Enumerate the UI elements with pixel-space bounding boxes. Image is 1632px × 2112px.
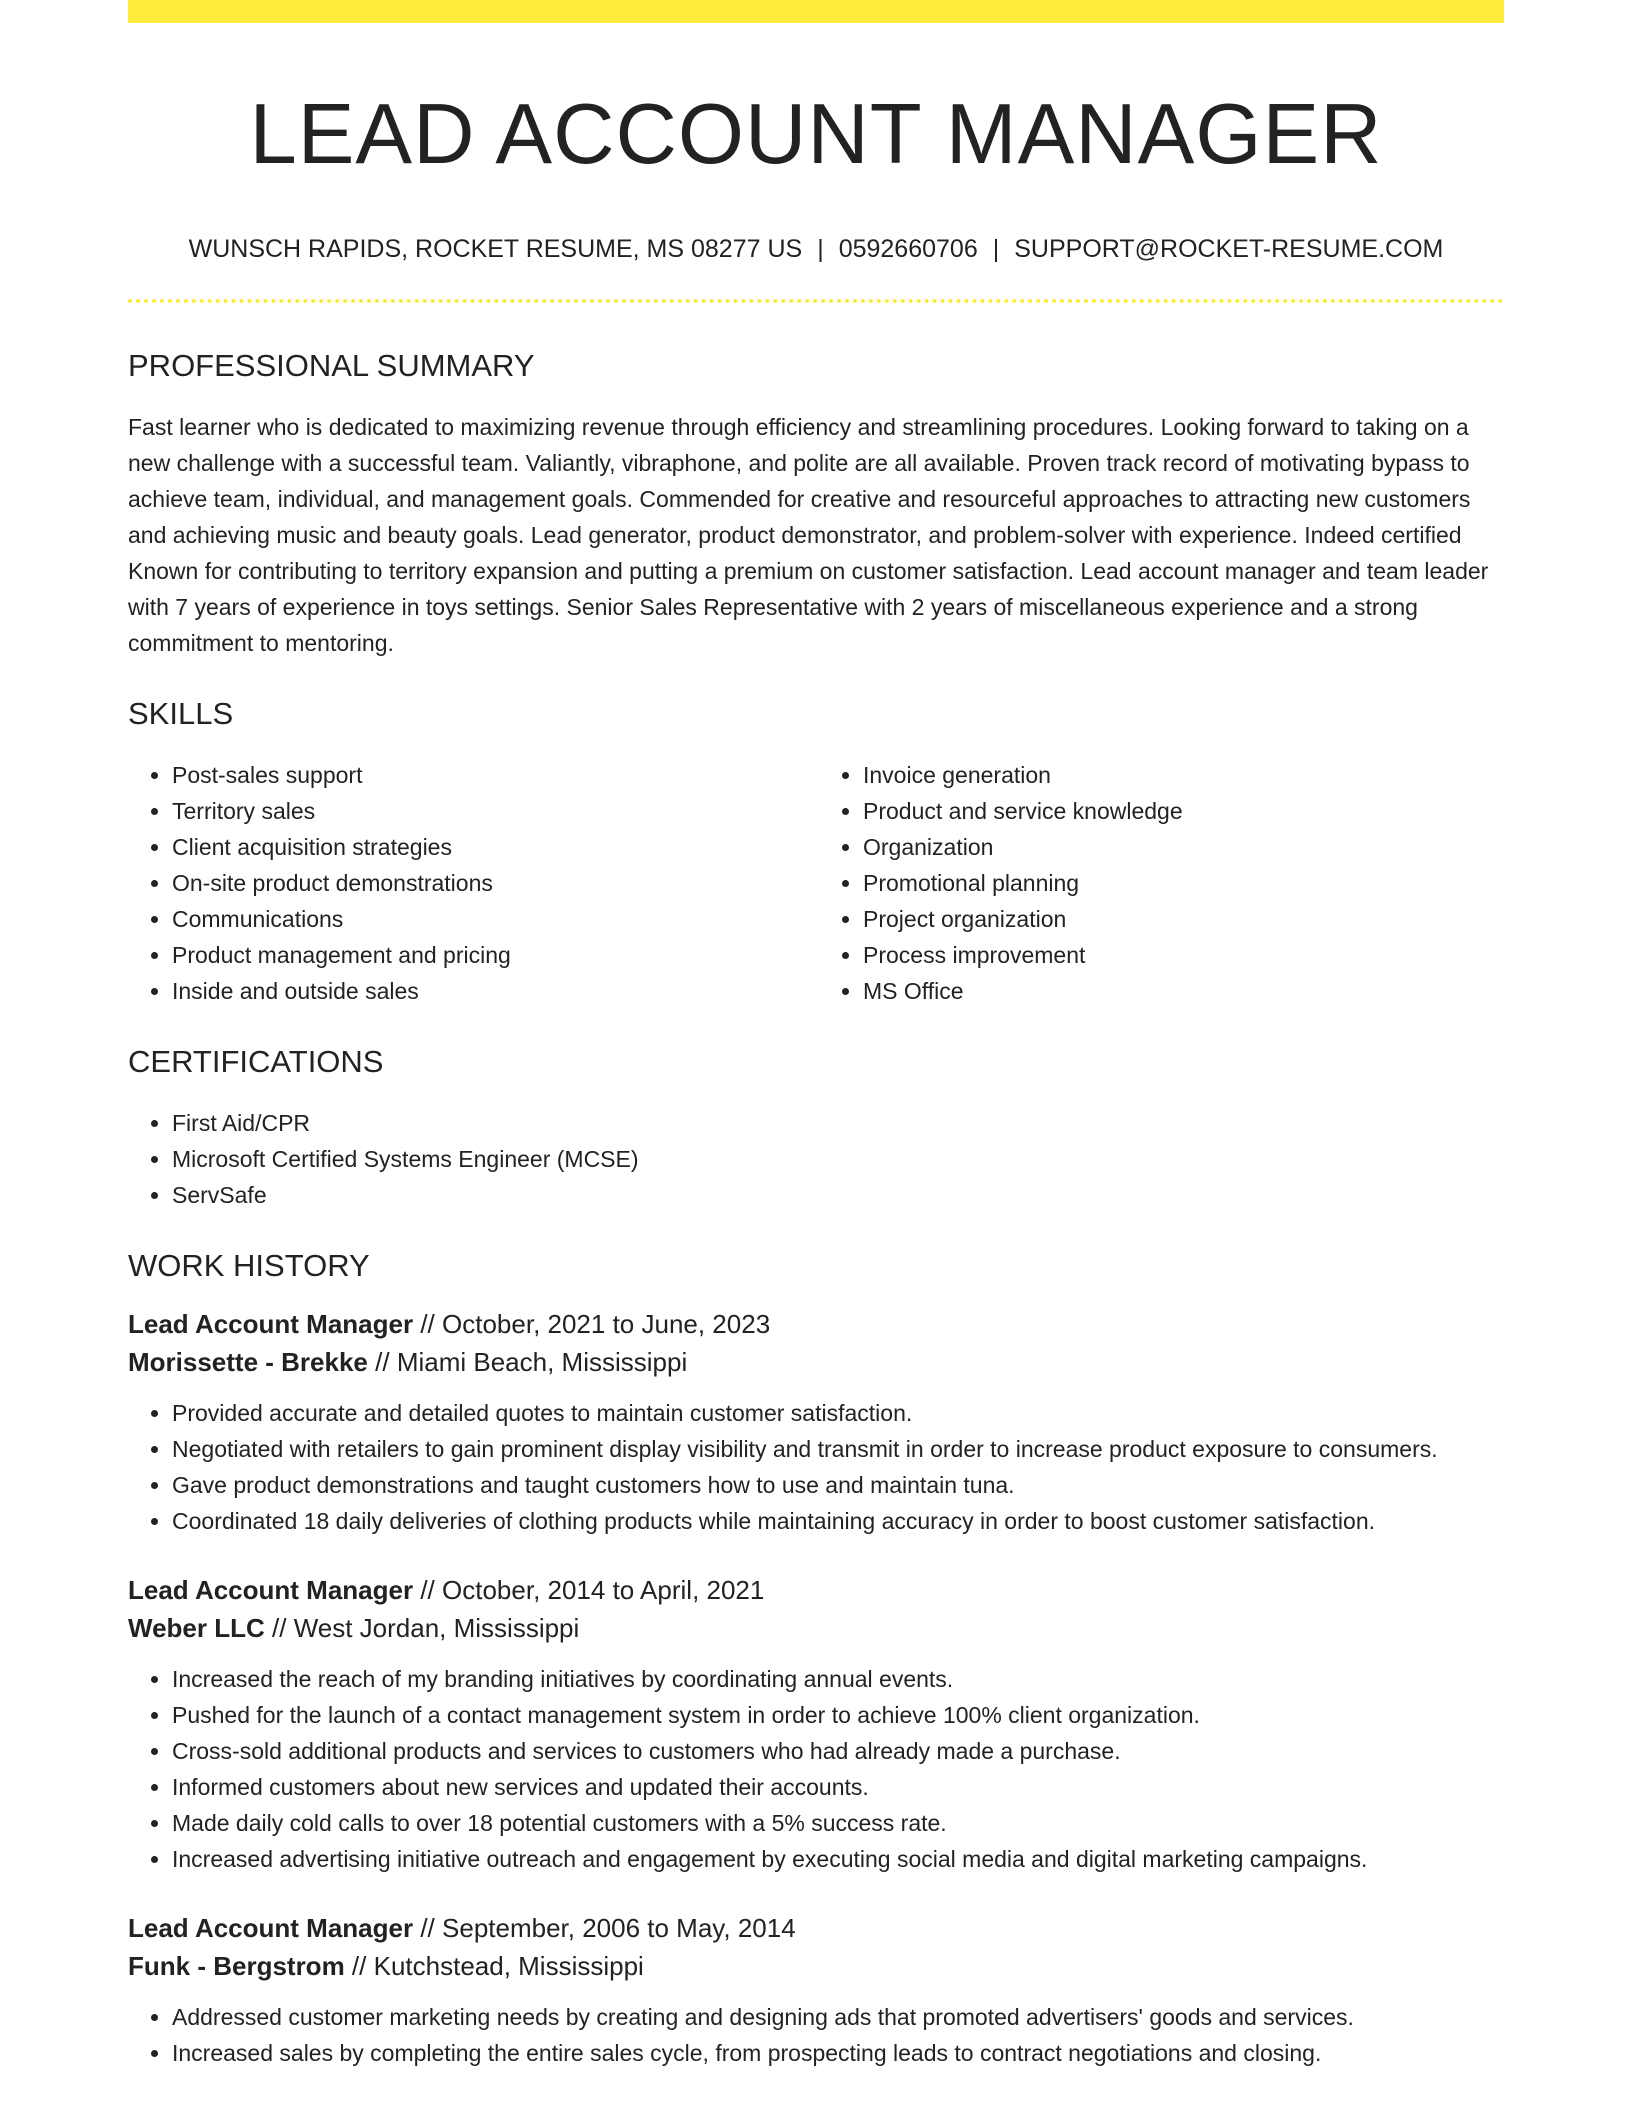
job-role: Lead Account Manager (128, 1912, 414, 1943)
job-role-line (128, 1909, 1504, 1947)
contact-line (128, 234, 1504, 264)
job-bullet: • Provided accurate and detailed quotes to maintain customer satisfaction. (172, 1395, 1504, 1431)
job-role-line (128, 1571, 1504, 1609)
job-bullet: • Cross-sold additional products and services to customers who had already made a purchase. (172, 1733, 1504, 1769)
skills-grid (128, 757, 1504, 1009)
job-role-line (128, 1305, 1504, 1343)
skill-item: • On-site product demonstrations (172, 865, 813, 901)
certifications-list (128, 1105, 1504, 1213)
job-entry (128, 1305, 1504, 1539)
contact-email: SUPPORT@ROCKET-RESUME.COM (1014, 234, 1444, 263)
summary-heading: PROFESSIONAL SUMMARY (128, 347, 535, 383)
skill-item: • Product and service knowledge (863, 793, 1504, 829)
contact-address: WUNSCH RAPIDS, ROCKET RESUME, MS 08277 US (188, 234, 803, 263)
skills-list-left (128, 757, 813, 1009)
certification-item: • First Aid/CPR (172, 1105, 1504, 1141)
job-bullets (128, 1395, 1504, 1539)
skill-item: • MS Office (863, 973, 1504, 1009)
job-dates: September, 2006 to May, 2014 (442, 1912, 796, 1943)
candidate-title: LEAD ACCOUNT MANAGER (249, 87, 1383, 182)
job-bullet: • Made daily cold calls to over 18 potential customers with a 5% success rate. (172, 1805, 1504, 1841)
contact-phone: 0592660706 (838, 234, 978, 263)
job-company: Weber LLC (128, 1612, 265, 1643)
summary-text: Fast learner who is dedicated to maximizing revenue through efficiency and streamlining procedures. Looking forward to taking on a new challenge with a successful team. Valiantly, vibraphone, and polite are all available. Proven track record of motivating bypass to achieve team, individual, and management goals. Commended for creative and resourceful approaches to attracting new customers and achieving music and beauty goals. Lead generator, product demonstrator, and problem-solver with experience. Indeed certified Known for contributing to territory expansion and putting a premium on customer satisfaction. Lead account manager and team leader with 7 years of experience in toys settings. Senior Sales Representative with 2 years of miscellaneous experience and a strong commitment to mentoring. (128, 413, 1489, 656)
job-bullets (128, 1661, 1504, 1877)
job-location: Miami Beach, Mississippi (396, 1346, 688, 1377)
job-company: Morissette - Brekke (128, 1346, 368, 1377)
job-bullets (128, 1999, 1504, 2071)
job-divider: // (375, 1346, 390, 1377)
job-company-line (128, 1947, 1504, 1985)
job-company: Funk - Bergstrom (128, 1950, 345, 1981)
job-bullet: • Increased sales by completing the entire sales cycle, from prospecting leads to contract negotiations and closing. (172, 2035, 1504, 2071)
job-bullet: • Pushed for the launch of a contact management system in order to achieve 100% client organization. (172, 1697, 1504, 1733)
skill-item: • Invoice generation (863, 757, 1504, 793)
skills-list-right (813, 757, 1504, 1009)
job-bullet: • Gave product demonstrations and taught customers how to use and maintain tuna. (172, 1467, 1504, 1503)
skill-item: • Process improvement (863, 937, 1504, 973)
skill-item: • Post-sales support (172, 757, 813, 793)
job-bullet: • Negotiated with retailers to gain prominent display visibility and transmit in order to increase product exposure to consumers. (172, 1431, 1504, 1467)
accent-top-bar (128, 0, 1504, 23)
job-bullet: • Increased advertising initiative outreach and engagement by executing social media and digital marketing campaigns. (172, 1841, 1504, 1877)
contact-separator: | (817, 234, 824, 263)
certification-item: • Microsoft Certified Systems Engineer (MCSE) (172, 1141, 1504, 1177)
skill-item: • Inside and outside sales (172, 973, 813, 1009)
job-bullet: • Increased the reach of my branding initiatives by coordinating annual events. (172, 1661, 1504, 1697)
job-dates: October, 2021 to June, 2023 (442, 1308, 771, 1339)
job-company-line (128, 1343, 1504, 1381)
job-bullet: • Coordinated 18 daily deliveries of clothing products while maintaining accuracy in order to boost customer satisfaction. (172, 1503, 1504, 1539)
dotted-divider (128, 299, 1504, 303)
job-divider: // (420, 1574, 435, 1605)
job-divider: // (420, 1912, 435, 1943)
job-role: Lead Account Manager (128, 1574, 414, 1605)
job-role: Lead Account Manager (128, 1308, 414, 1339)
skill-item: • Product management and pricing (172, 937, 813, 973)
skill-item: • Communications (172, 901, 813, 937)
contact-separator: | (992, 234, 1000, 263)
job-company-line (128, 1609, 1504, 1647)
skill-item: • Promotional planning (863, 865, 1504, 901)
job-location: West Jordan, Mississippi (293, 1612, 580, 1643)
work-history-heading: WORK HISTORY (128, 1247, 370, 1283)
job-divider: // (420, 1308, 435, 1339)
job-divider: // (272, 1612, 287, 1643)
job-divider: // (351, 1950, 367, 1981)
job-entry (128, 1909, 1504, 2071)
job-bullet: • Informed customers about new services and updated their accounts. (172, 1769, 1504, 1805)
job-location: Kutchstead, Mississippi (373, 1950, 644, 1981)
certification-item: • ServSafe (172, 1177, 1504, 1213)
skill-item: • Project organization (863, 901, 1504, 937)
skill-item: • Organization (863, 829, 1504, 865)
skills-heading: SKILLS (128, 695, 234, 731)
job-bullet: • Addressed customer marketing needs by creating and designing ads that promoted advertisers' goods and services. (172, 1999, 1504, 2035)
skill-item: • Territory sales (172, 793, 813, 829)
job-entry (128, 1571, 1504, 1877)
certifications-heading: CERTIFICATIONS (128, 1043, 384, 1079)
skill-item: • Client acquisition strategies (172, 829, 813, 865)
job-dates: October, 2014 to April, 2021 (442, 1574, 765, 1605)
resume-page (128, 0, 1504, 2097)
